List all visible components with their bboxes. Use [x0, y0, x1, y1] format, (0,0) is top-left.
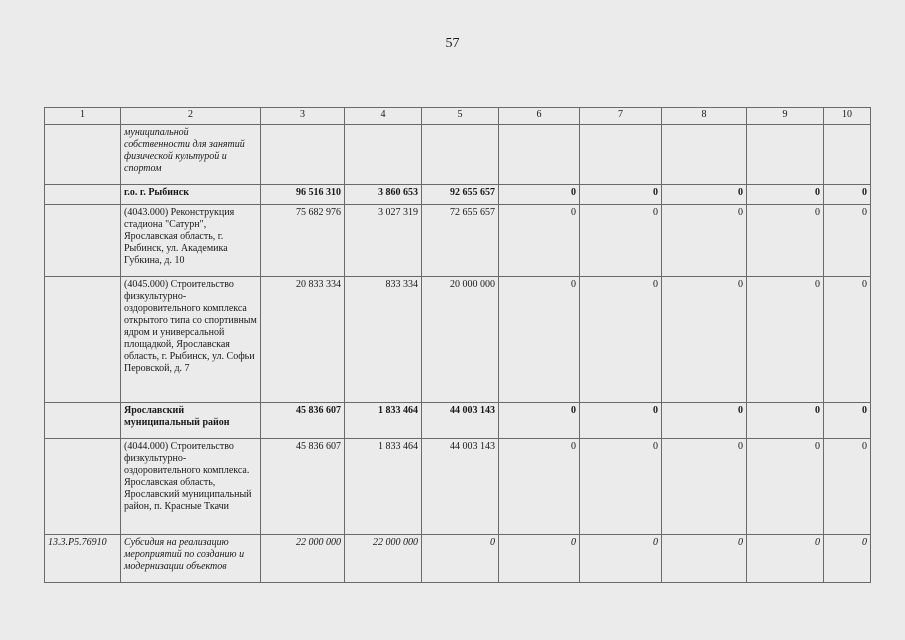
- row-value-cell: 0: [824, 185, 871, 205]
- row-value-cell: 22 000 000: [345, 535, 422, 583]
- row-code-cell: [45, 185, 121, 205]
- row-value-cell: 0: [747, 403, 824, 439]
- row-value-cell: 3 027 319: [345, 205, 422, 277]
- row-value-cell: [580, 125, 662, 185]
- row-value-cell: 20 833 334: [261, 277, 345, 403]
- row-value-cell: [345, 125, 422, 185]
- column-header: 2: [121, 108, 261, 125]
- row-value-cell: 0: [824, 439, 871, 535]
- budget-table: [44, 107, 871, 583]
- row-value-cell: 833 334: [345, 277, 422, 403]
- column-header: 4: [345, 108, 422, 125]
- row-value-cell: 0: [747, 185, 824, 205]
- row-description-cell: г.о. г. Рыбинск: [121, 185, 261, 205]
- row-value-cell: [422, 125, 499, 185]
- row-value-cell: 0: [499, 439, 580, 535]
- column-header: 8: [662, 108, 747, 125]
- row-value-cell: 0: [580, 277, 662, 403]
- column-header-row: [45, 108, 871, 125]
- row-description-cell: (4045.000) Строительство физкультурно-оздоровительного комплекса открытого типа со спортивным ядром и универсальной площадкой, Ярославская область, г. Рыбинск, ул. Софьи Перовской, д. 7: [121, 277, 261, 403]
- column-header: 5: [422, 108, 499, 125]
- row-value-cell: 0: [580, 205, 662, 277]
- row-value-cell: 1 833 464: [345, 439, 422, 535]
- row-value-cell: 0: [747, 535, 824, 583]
- row-value-cell: 0: [662, 535, 747, 583]
- row-value-cell: [499, 125, 580, 185]
- row-code-cell: [45, 125, 121, 185]
- row-description-cell: муниципальной собственности для занятий физической культурой и спортом: [121, 125, 261, 185]
- row-value-cell: 0: [580, 535, 662, 583]
- row-value-cell: 0: [499, 185, 580, 205]
- column-header: 3: [261, 108, 345, 125]
- row-value-cell: 92 655 657: [422, 185, 499, 205]
- row-value-cell: 0: [662, 403, 747, 439]
- row-value-cell: 0: [580, 439, 662, 535]
- table-row: [45, 185, 871, 205]
- page-number: 57: [445, 36, 460, 51]
- row-code-cell: [45, 439, 121, 535]
- row-value-cell: 0: [747, 277, 824, 403]
- column-header: 9: [747, 108, 824, 125]
- row-value-cell: 72 655 657: [422, 205, 499, 277]
- row-value-cell: 45 836 607: [261, 403, 345, 439]
- table-row: [45, 535, 871, 583]
- row-value-cell: [824, 125, 871, 185]
- row-value-cell: 3 860 653: [345, 185, 422, 205]
- row-code-cell: [45, 403, 121, 439]
- row-description-cell: Ярославский муниципальный район: [121, 403, 261, 439]
- row-value-cell: 0: [824, 403, 871, 439]
- row-value-cell: 44 003 143: [422, 439, 499, 535]
- row-value-cell: 22 000 000: [261, 535, 345, 583]
- row-value-cell: 0: [747, 205, 824, 277]
- table-row: [45, 439, 871, 535]
- row-code-cell: [45, 205, 121, 277]
- row-code-cell: 13.3.Р5.76910: [45, 535, 121, 583]
- row-value-cell: 0: [499, 205, 580, 277]
- row-value-cell: 0: [662, 205, 747, 277]
- row-value-cell: 1 833 464: [345, 403, 422, 439]
- row-value-cell: 0: [662, 185, 747, 205]
- row-description-cell: (4044.000) Строительство физкультурно-оздоровительного комплекса. Ярославская область, Ярославский муниципальный район, п. Красные Ткачи: [121, 439, 261, 535]
- row-value-cell: [662, 125, 747, 185]
- row-value-cell: 44 003 143: [422, 403, 499, 439]
- row-value-cell: 0: [499, 403, 580, 439]
- row-value-cell: 20 000 000: [422, 277, 499, 403]
- row-value-cell: [747, 125, 824, 185]
- row-value-cell: 0: [824, 535, 871, 583]
- column-header: 10: [824, 108, 871, 125]
- table-row: [45, 277, 871, 403]
- table-row: [45, 205, 871, 277]
- table-row: [45, 403, 871, 439]
- row-value-cell: 0: [580, 403, 662, 439]
- row-description-cell: Субсидия на реализацию мероприятий по созданию и модернизации объектов: [121, 535, 261, 583]
- row-value-cell: 0: [499, 277, 580, 403]
- column-header: 6: [499, 108, 580, 125]
- table-row: [45, 125, 871, 185]
- row-description-cell: (4043.000) Реконструкция стадиона "Сатурн", Ярославская область, г. Рыбинск, ул. Академика Губкина, д. 10: [121, 205, 261, 277]
- row-value-cell: 0: [824, 277, 871, 403]
- row-value-cell: 96 516 310: [261, 185, 345, 205]
- row-value-cell: [261, 125, 345, 185]
- column-header: 7: [580, 108, 662, 125]
- row-value-cell: 0: [747, 439, 824, 535]
- row-value-cell: 0: [662, 277, 747, 403]
- row-value-cell: 45 836 607: [261, 439, 345, 535]
- row-value-cell: 0: [824, 205, 871, 277]
- column-header: 1: [45, 108, 121, 125]
- row-value-cell: 0: [662, 439, 747, 535]
- row-value-cell: 0: [580, 185, 662, 205]
- row-value-cell: 75 682 976: [261, 205, 345, 277]
- row-value-cell: 0: [499, 535, 580, 583]
- row-value-cell: 0: [422, 535, 499, 583]
- row-code-cell: [45, 277, 121, 403]
